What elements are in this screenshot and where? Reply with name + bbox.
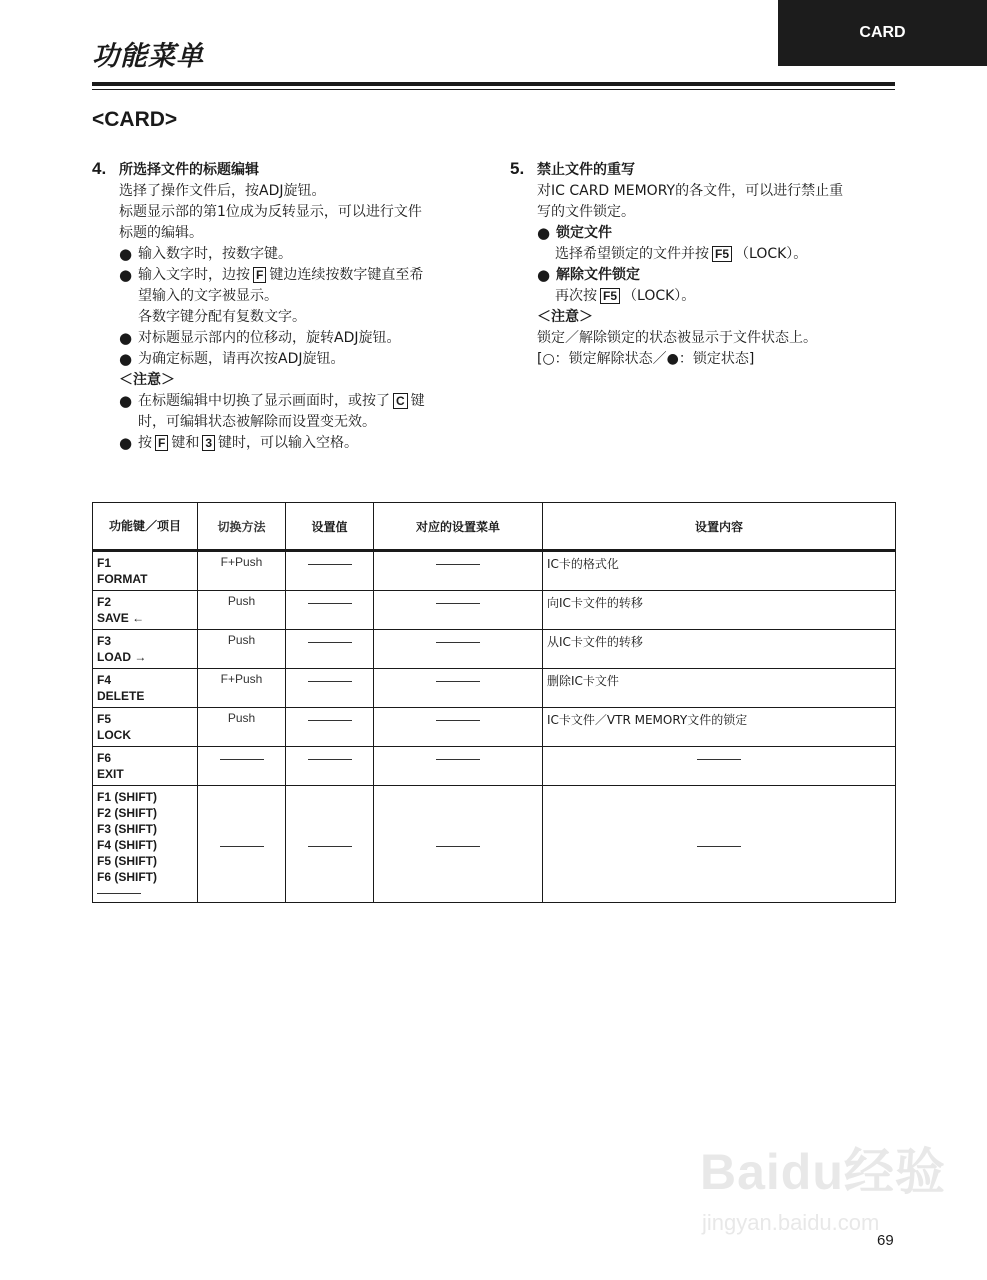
item-4 [92, 158, 487, 454]
dash-mark [97, 893, 141, 894]
menu-cell [374, 630, 543, 669]
sub-text: 选择希望锁定的文件并按 F5 （LOCK）。 [555, 246, 808, 262]
bullet-icon: ● [119, 266, 133, 284]
header-rule-thin [92, 89, 895, 90]
bullet-text: 输入数字时，按数字键。 [138, 246, 292, 262]
value-cell [286, 786, 374, 903]
desc-cell [543, 786, 896, 903]
desc-cell: 从IC卡文件的转移 [543, 630, 896, 669]
key-cell: F6 EXIT [93, 747, 198, 786]
watermark-logo: Baidu经验 [700, 1144, 946, 1200]
bullet-item [92, 328, 487, 349]
note-text: 在标题编辑中切换了显示画面时，或按了 C 键 [138, 393, 425, 409]
paragraph-line: 写的文件锁定。 [537, 204, 635, 220]
key-cell: F5 LOCK [93, 708, 198, 747]
bullet-icon: ● [537, 266, 551, 284]
bullet-icon: ● [119, 245, 133, 263]
key-cell: F4 DELETE [93, 669, 198, 708]
section-heading: <CARD> [92, 108, 178, 131]
function-table [92, 502, 896, 903]
item-number: 5. [510, 159, 525, 178]
column-header: 对应的设置菜单 [374, 503, 543, 551]
menu-cell [374, 708, 543, 747]
bullet-continuation: 各数字键分配有复数文字。 [138, 309, 306, 325]
page-number: 69 [877, 1232, 894, 1249]
value-cell [286, 747, 374, 786]
item-title: 禁止文件的重写 [537, 162, 635, 178]
value-cell [286, 669, 374, 708]
page-title: 功能菜单 [92, 41, 204, 72]
key-cell: F1 (SHIFT) F2 (SHIFT) F3 (SHIFT) F4 (SHIFT) F5 (SHIFT) F6 (SHIFT) [93, 786, 198, 903]
note-line: 锁定／解除锁定的状态被显示于文件状态上。 [537, 330, 817, 346]
column-header: 切换方法 [198, 503, 286, 551]
key-icon: C [393, 393, 408, 409]
sub-heading [510, 265, 900, 286]
note-item [92, 433, 487, 454]
item-title: 所选择文件的标题编辑 [119, 162, 259, 178]
desc-cell: IC卡文件／VTR MEMORY文件的锁定 [543, 708, 896, 747]
bullet-icon: ● [119, 350, 133, 368]
bullet-text: 输入文字时，边按 F 键边连续按数字键直至希 [138, 267, 424, 283]
menu-cell [374, 747, 543, 786]
key-cell: F1 FORMAT [93, 551, 198, 591]
mode-cell: Push [198, 591, 286, 630]
header-rule [92, 82, 895, 86]
mode-cell [198, 786, 286, 903]
key-icon: F5 [600, 288, 620, 304]
sub-text: 再次按 F5 （LOCK）。 [555, 288, 696, 304]
paragraph-line: 标题显示部的第1位成为反转显示，可以进行文件 [119, 204, 422, 220]
value-cell [286, 591, 374, 630]
key-icon: 3 [202, 435, 215, 451]
table-row [93, 669, 896, 708]
section-tab: CARD [778, 0, 987, 66]
bullet-item [92, 244, 487, 265]
table-row [93, 630, 896, 669]
bullet-item [92, 349, 487, 370]
table-row [93, 786, 896, 903]
mode-cell: F+Push [198, 669, 286, 708]
sub-heading-text: 锁定文件 [556, 225, 612, 241]
menu-cell [374, 591, 543, 630]
key-icon: F [155, 435, 168, 451]
mode-cell [198, 747, 286, 786]
key-cell: F3 LOAD → [93, 630, 198, 669]
key-cell: F2 SAVE ← [93, 591, 198, 630]
column-header: 设置内容 [543, 503, 896, 551]
mode-cell: Push [198, 708, 286, 747]
table-row [93, 591, 896, 630]
value-cell [286, 630, 374, 669]
value-cell [286, 551, 374, 591]
bullet-icon: ● [537, 224, 551, 242]
sub-heading [510, 223, 900, 244]
column-header: 功能键／项目 [93, 503, 198, 551]
table-row [93, 551, 896, 591]
mode-cell: F+Push [198, 551, 286, 591]
paragraph-line: 选择了操作文件后，按ADJ旋钮。 [119, 183, 326, 199]
key-icon: F [253, 267, 266, 283]
paragraph-line: 对IC CARD MEMORY的各文件，可以进行禁止重 [537, 183, 844, 199]
table-row [93, 747, 896, 786]
bullet-item [92, 265, 487, 286]
desc-cell: 向IC卡文件的转移 [543, 591, 896, 630]
key-icon: F5 [712, 246, 732, 262]
mode-cell: Push [198, 630, 286, 669]
menu-cell [374, 551, 543, 591]
value-cell [286, 708, 374, 747]
item-5 [510, 158, 900, 370]
menu-cell [374, 786, 543, 903]
watermark-url: jingyan.baidu.com [702, 1210, 880, 1235]
table-header-row [93, 503, 896, 551]
bullet-icon: ● [119, 392, 133, 410]
sub-heading-text: 解除文件锁定 [556, 267, 640, 283]
bullet-text: 为确定标题，请再次按ADJ旋钮。 [138, 351, 345, 367]
note-item [92, 391, 487, 412]
menu-cell [374, 669, 543, 708]
item-number: 4. [92, 159, 107, 178]
paragraph-line: 标题的编辑。 [119, 225, 203, 241]
note-heading: ＜注意＞ [537, 309, 593, 325]
note-continuation: 时，可编辑状态被解除而设置变无效。 [138, 414, 376, 430]
bullet-icon: ● [119, 434, 133, 452]
note-text: 按 F 键和 3 键时，可以输入空格。 [138, 435, 359, 451]
desc-cell: IC卡的格式化 [543, 551, 896, 591]
note-heading: ＜注意＞ [119, 372, 175, 388]
column-header: 设置值 [286, 503, 374, 551]
bullet-continuation: 望输入的文字被显示。 [138, 288, 278, 304]
note-line: [○：锁定解除状态／●：锁定状态] [537, 351, 755, 367]
bullet-icon: ● [119, 329, 133, 347]
desc-cell: 删除IC卡文件 [543, 669, 896, 708]
bullet-text: 对标题显示部内的位移动，旋转ADJ旋钮。 [138, 330, 401, 346]
desc-cell [543, 747, 896, 786]
table-row [93, 708, 896, 747]
